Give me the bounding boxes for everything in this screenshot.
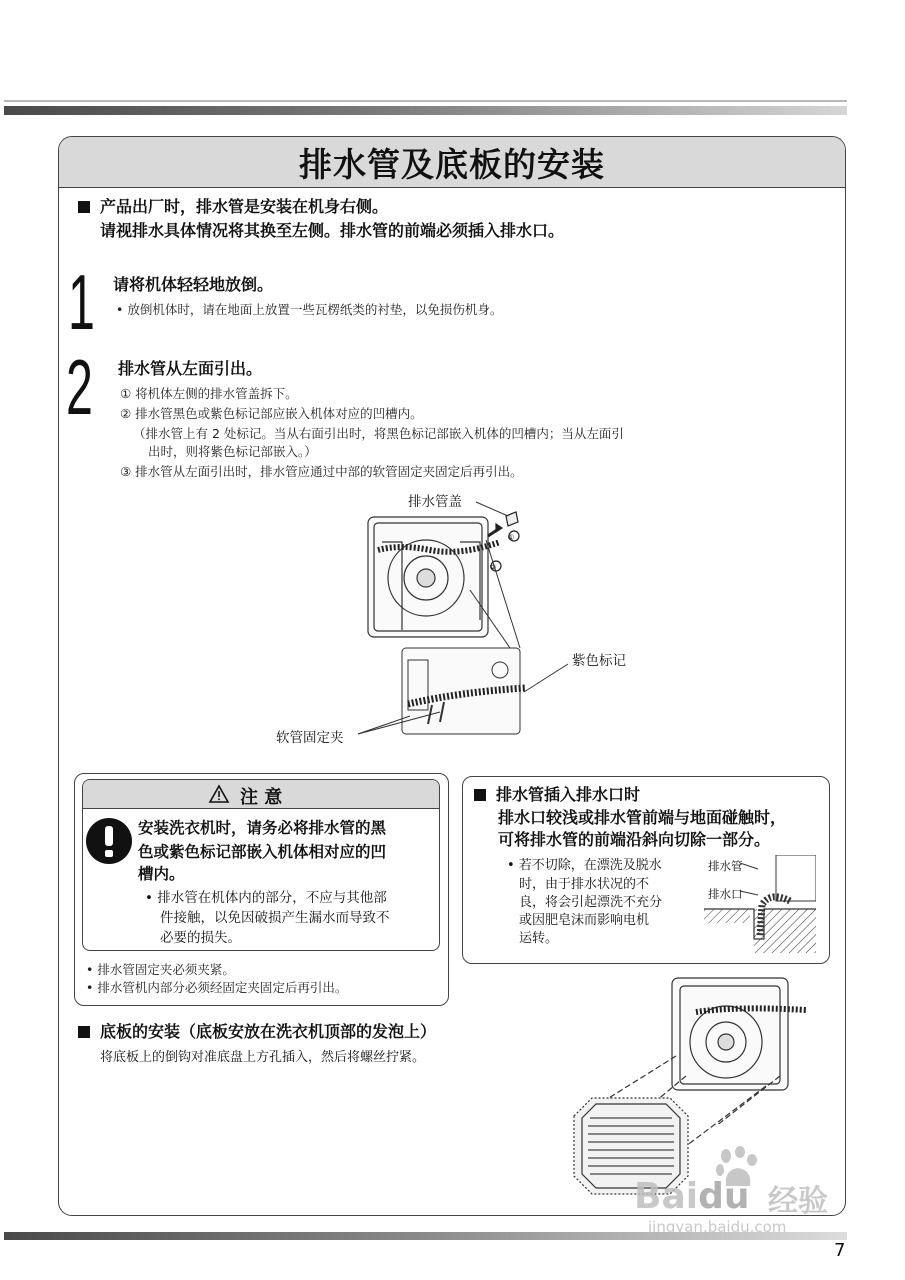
step-1-number: 1 [68, 258, 95, 346]
drain-text-3: 良，将会引起漂洗不充分 [519, 895, 663, 910]
intro-line-2: 请视排水具体情况将其换至左侧。排水管的前端必须插入排水口。 [100, 221, 565, 240]
drain-text-4: 或因肥皂沫而影响电机 [519, 913, 650, 928]
diagram-leader-lines [340, 480, 580, 750]
diagram-marker-1: ① [507, 533, 515, 542]
drain-text-2: 时，由于排水状况的不 [519, 877, 650, 892]
label-hose-clip: 软管固定夹 [276, 730, 344, 746]
label-drain-cover: 排水管盖 [408, 494, 462, 510]
intro-line-1: 产品出厂时，排水管是安装在机身右侧。 [78, 195, 388, 219]
step-2-item-2: ② 排水管黑色或紫色标记部应嵌入机体对应的凹槽内。 [120, 406, 423, 421]
label-drain-outlet: 排水口 [708, 887, 743, 901]
caution-main-1: 安装洗衣机时，请务必将排水管的黑 [138, 819, 387, 837]
baseplate-text: 将底板上的倒钩对准底盘上方孔插入，然后将螺丝拧紧。 [100, 1050, 426, 1065]
square-bullet-icon [474, 789, 486, 801]
step-2-item-3: ③ 排水管从左面引出时，排水管应通过中部的软管固定夹固定后再引出。 [120, 464, 523, 479]
square-bullet-icon [78, 1026, 90, 1038]
watermark-url: jingyan.baidu.com [648, 1218, 787, 1236]
page-number: 7 [834, 1240, 846, 1261]
drain-line-1: 排水口较浅或排水管前端与地面碰触时， [498, 808, 787, 827]
square-bullet-icon [78, 201, 90, 213]
step-2-note-2: 出时，则将紫色标记部嵌入。） [148, 444, 317, 459]
drain-text-1: • 若不切除，在漂洗及脱水 [507, 858, 662, 873]
warning-triangle-icon [208, 784, 230, 804]
caution-main-3: 槽内。 [138, 865, 185, 883]
caution-note-2: • 排水管机内部分必须经固定夹固定后再引出。 [86, 980, 348, 995]
caution-sub-2: 件接触，以免因破损产生漏水而导致不 [160, 910, 390, 926]
label-purple-mark: 紫色标记 [572, 653, 626, 669]
page-title: 排水管及底板的安装 [299, 145, 605, 184]
step-2-note-1: （排水管上有 2 处标记。当从右面引出时，将黑色标记部嵌入机体的凹槽内；当从左面引 [133, 426, 624, 441]
baseplate-heading: 底板的安装（底板安放在洗衣机顶部的发泡上） [78, 1020, 436, 1044]
diagram-marker-2: ② [489, 563, 497, 572]
step-2-heading: 排水管从左面引出。 [118, 359, 263, 378]
drain-line-2: 可将排水管的前端沿斜向切除一部分。 [498, 830, 771, 849]
top-rule [4, 100, 847, 102]
caution-sub-3: 必要的损失。 [160, 930, 241, 946]
step-1-bullet: • 放倒机体时，请在地面上放置一些瓦楞纸类的衬垫，以免损伤机身。 [116, 302, 503, 317]
caution-sub-1: • 排水管在机体内的部分，不应与其他部 [145, 890, 387, 906]
drain-text-5: 运转。 [519, 931, 559, 946]
step-2-number: 2 [66, 343, 93, 431]
baseplate-diagram [566, 976, 816, 1206]
drain-outlet-diagram [700, 855, 816, 955]
exclamation-icon [86, 818, 132, 864]
watermark-brand: Baidu [634, 1176, 750, 1217]
caution-main-2: 色或紫色标记部嵌入机体相对应的凹 [138, 843, 387, 861]
step-1-heading: 请将机体轻轻地放倒。 [113, 275, 274, 294]
step-2-item-1: ① 将机体左侧的排水管盖拆下。 [120, 386, 298, 401]
watermark-cn: 经验 [768, 1184, 828, 1219]
caution-title: 注 意 [240, 787, 283, 808]
caution-note-1: • 排水管固定夹必须夹紧。 [86, 962, 235, 977]
drain-heading: 排水管插入排水口时 [474, 783, 640, 807]
label-drain-pipe: 排水管 [708, 859, 743, 873]
top-gradient-bar [4, 106, 847, 115]
